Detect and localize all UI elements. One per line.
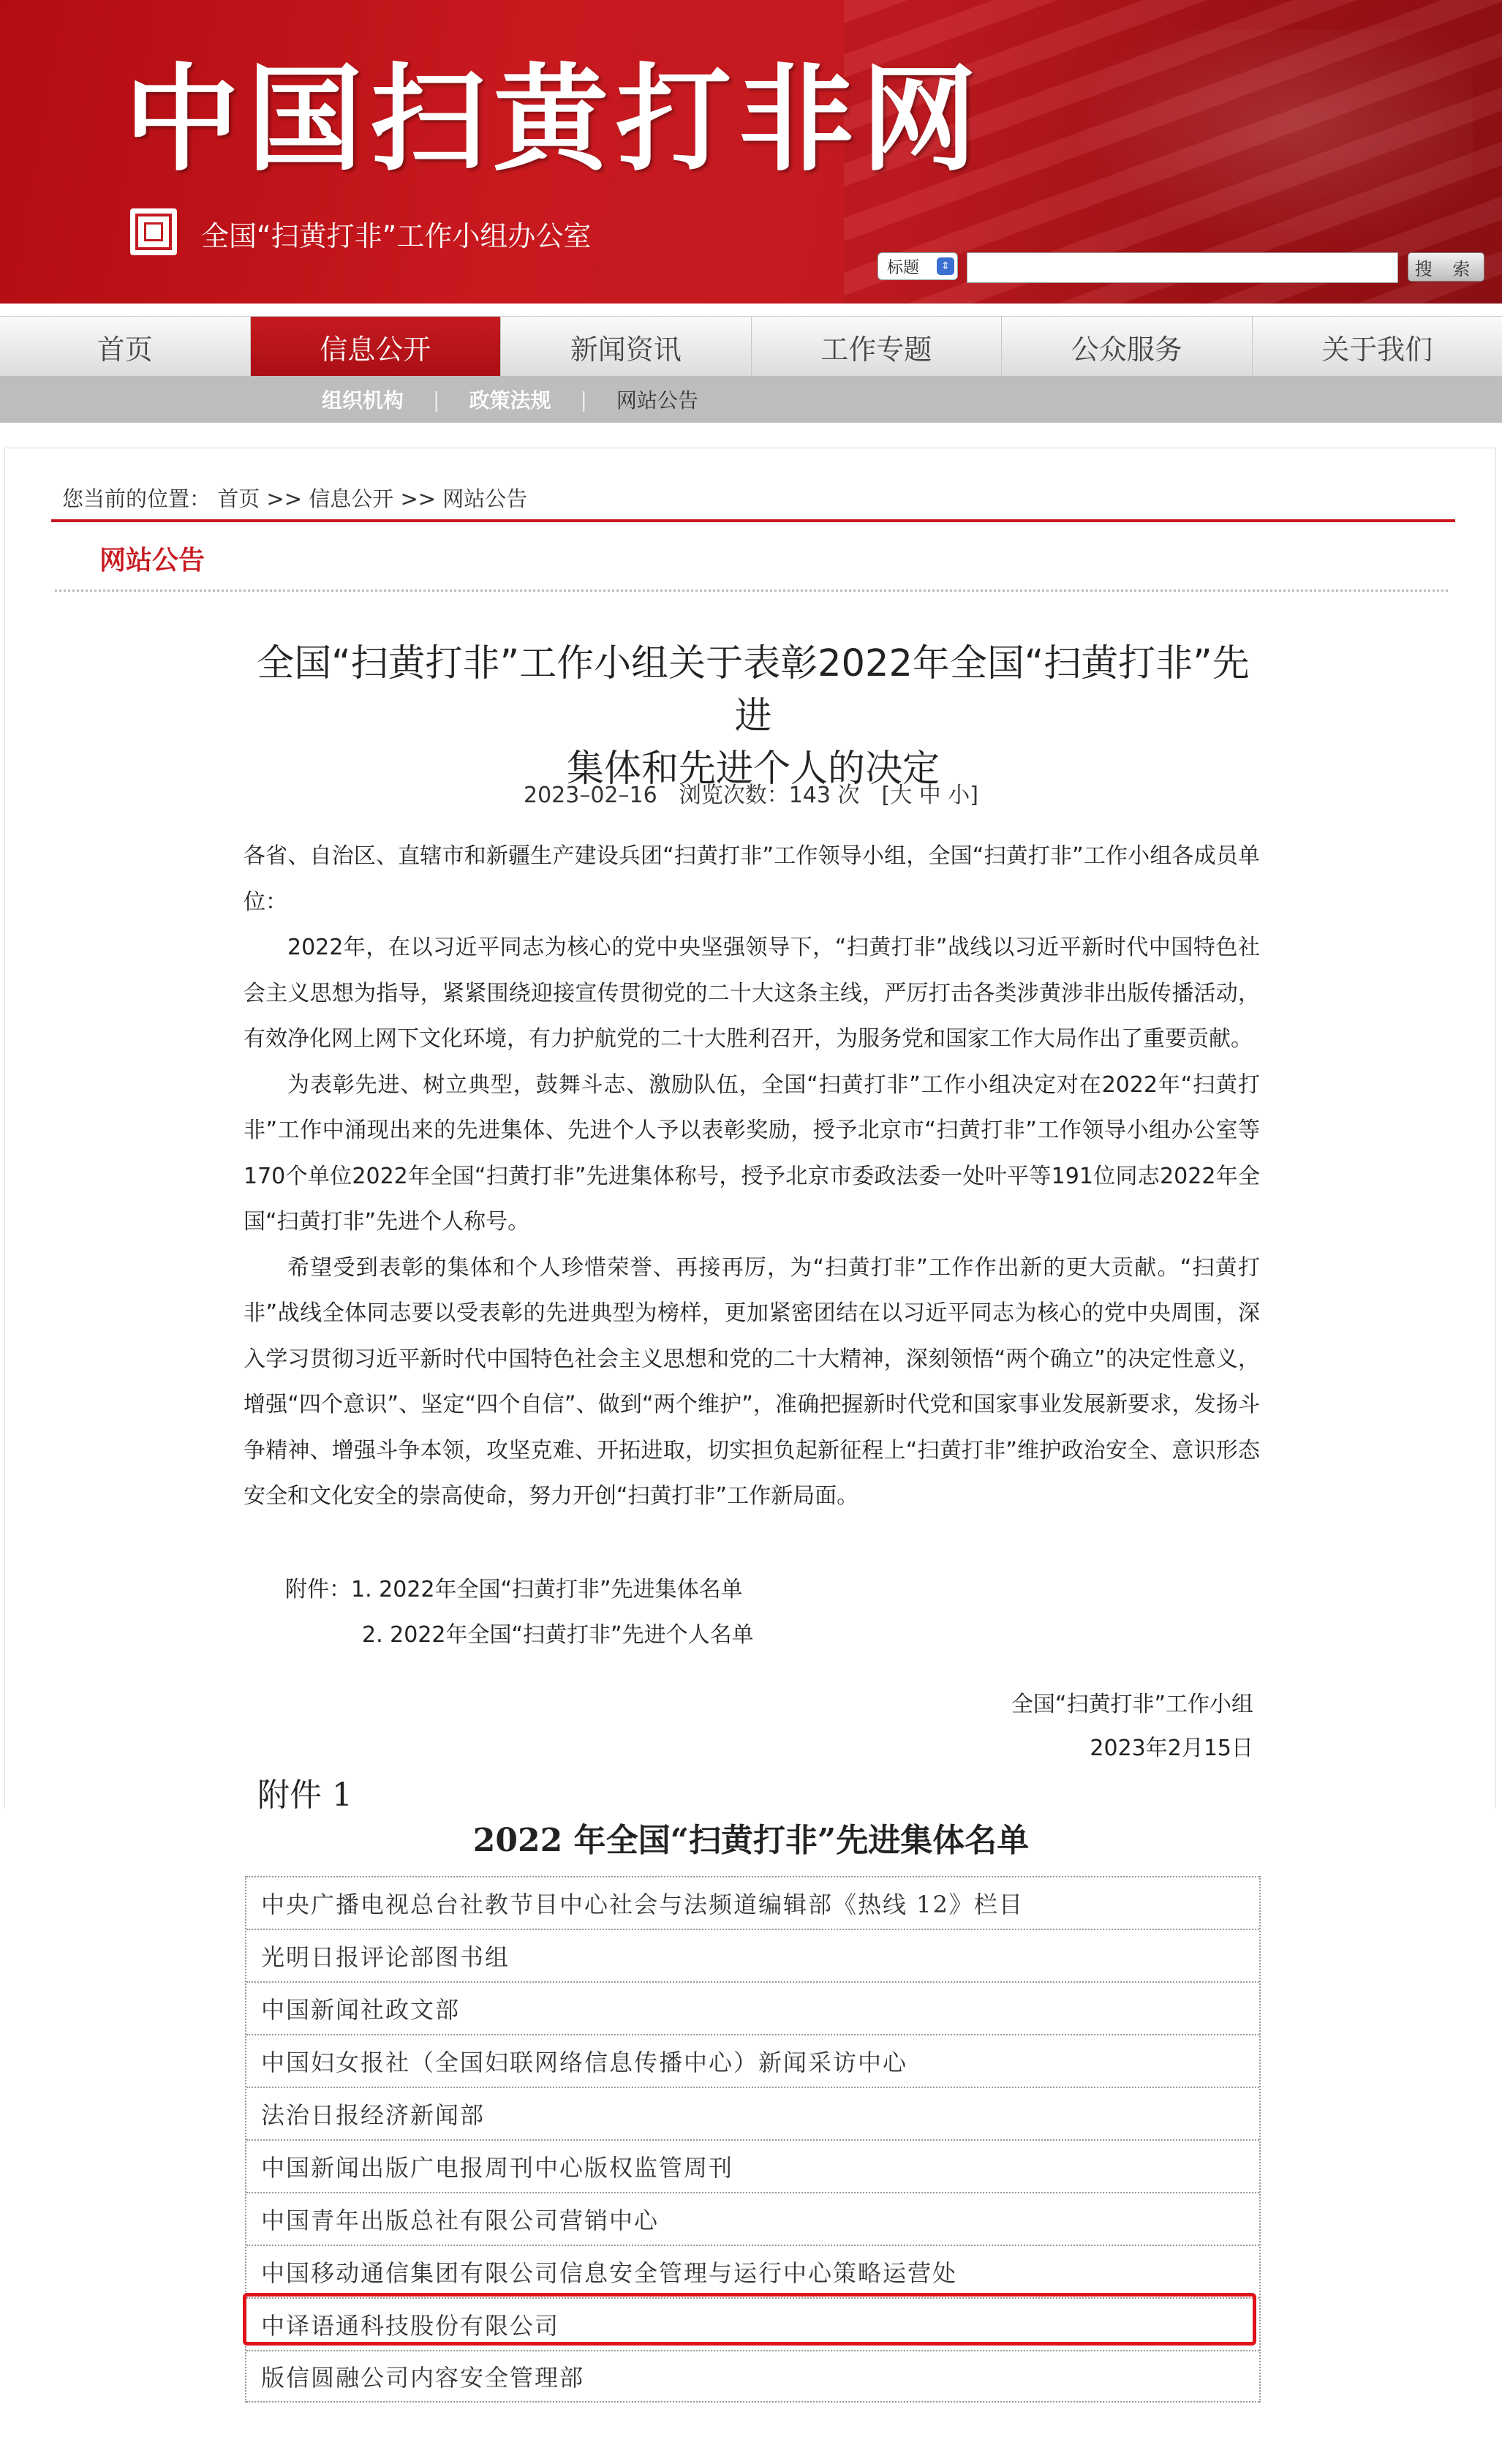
subnav-item-policy[interactable]: 政策法规 bbox=[469, 388, 551, 412]
article-title-line1: 全国“扫黄打非”工作小组关于表彰2022年全国“扫黄打非”先进 bbox=[257, 642, 1250, 738]
nav-item-topics[interactable]: 工作专题 bbox=[752, 317, 1003, 377]
search-type-select[interactable] bbox=[878, 252, 958, 280]
table-row: 中国妇女报社（全国妇联网络信息传播中心）新闻采访中心 bbox=[246, 2034, 1259, 2087]
seal-logo-icon bbox=[130, 208, 177, 255]
table-row: 中央广播电视总台社教节目中心社会与法频道编辑部《热线 12》栏目 bbox=[246, 1876, 1259, 1929]
table-row: 中国移动通信集团有限公司信息安全管理与运行中心策略运营处 bbox=[246, 2245, 1259, 2297]
article-paragraph: 为表彰先进、树立典型，鼓舞斗志、激励队伍，全国“扫黄打非”工作小组决定对在2022年“扫黄打非”工作中涌现出来的先进集体、先进个人予以表彰奖励，授予北京市“扫黄打非”工作领导小组办公室等170个单位2022年全国“扫黄打非”先进集体称号，授予北京市委政法委一处叶平等191位同志2022年全国“扫黄打非”先进个人称号。 bbox=[244, 1071, 1260, 1235]
subnav-item-organization[interactable]: 组织机构 bbox=[322, 388, 404, 412]
appendix-label: 附件 1 bbox=[257, 1777, 352, 1814]
nav-item-info-disclosure[interactable]: 信息公开 bbox=[251, 317, 502, 377]
table-row: 版信圆融公司内容安全管理部 bbox=[246, 2350, 1259, 2403]
nav-item-news[interactable]: 新闻资讯 bbox=[501, 317, 752, 377]
article-meta: 2023–02–16 浏览次数：143 次 [大 中 小] bbox=[524, 783, 978, 808]
attachment-link-2[interactable]: 2. 2022年全国“扫黄打非”先进个人名单 bbox=[362, 1622, 754, 1648]
subnav-separator: | bbox=[580, 387, 587, 412]
main-nav bbox=[0, 316, 1502, 377]
article-body bbox=[244, 834, 1260, 1520]
highlight-box bbox=[243, 2293, 1256, 2346]
search-type-value: 标题 bbox=[887, 258, 920, 277]
attachment-link-1[interactable]: 附件：1. 2022年全国“扫黄打非”先进集体名单 bbox=[285, 1577, 743, 1602]
sub-nav bbox=[0, 376, 1502, 423]
site-banner bbox=[0, 0, 1502, 304]
table-row: 中国新闻出版广电报周刊中心版权监管周刊 bbox=[246, 2139, 1259, 2192]
table-row: 法治日报经济新闻部 bbox=[246, 2087, 1259, 2139]
banner-glow bbox=[1034, 29, 1473, 271]
nav-item-home[interactable]: 首页 bbox=[0, 317, 251, 377]
article-title-line2: 集体和先进个人的决定 bbox=[566, 747, 940, 791]
table-row-highlighted: 中译语通科技股份有限公司 bbox=[246, 2297, 1259, 2350]
site-subtitle: 全国“扫黄打非”工作小组办公室 bbox=[201, 220, 592, 252]
table-row: 光明日报评论部图书组 bbox=[246, 1929, 1259, 1981]
breadcrumb: 您当前的位置： 首页 >> 信息公开 >> 网站公告 bbox=[62, 486, 528, 511]
subnav-item-announcements[interactable]: 网站公告 bbox=[616, 388, 698, 412]
article-title bbox=[241, 638, 1265, 796]
article-paragraph: 2022年，在以习近平同志为核心的党中央坚强领导下，“扫黄打非”战线以习近平新时代中国特色社会主义思想为指导，紧紧围绕迎接宣传贯彻党的二十大这条主线，严厉打击各类涉黄涉非出版传播活动，有效净化网上网下文化环境，有力护航党的二十大胜利召开，为服务党和国家工作大局作出了重要贡献。 bbox=[244, 935, 1260, 1052]
subnav-separator: | bbox=[433, 387, 440, 412]
article-signer: 全国“扫黄打非”工作小组 bbox=[1011, 1692, 1253, 1717]
table-row: 中国新闻社政文部 bbox=[246, 1981, 1259, 2034]
site-title[interactable]: 中国扫黄打非网 bbox=[124, 52, 984, 187]
nav-item-about[interactable]: 关于我们 bbox=[1321, 333, 1433, 366]
table-row: 中国青年出版总社有限公司营销中心 bbox=[246, 2192, 1259, 2245]
search-button[interactable]: 搜 索 bbox=[1408, 252, 1484, 282]
article-date: 2023年2月15日 bbox=[1090, 1736, 1253, 1761]
section-title: 网站公告 bbox=[99, 546, 205, 576]
nav-item-public-service[interactable]: 公众服务 bbox=[1002, 317, 1253, 377]
article-paragraph: 希望受到表彰的集体和个人珍惜荣誉、再接再厉，为“扫黄打非”工作作出新的更大贡献。“扫黄打非”战线全体同志要以受表彰的先进典型为榜样，更加紧密团结在以习近平同志为核心的党中央周围，深入学习贯彻习近平新时代中国特色社会主义思想和党的二十大精神，深刻领悟“两个确立”的决定性意义，增强“四个意识”、坚定“四个自信”、做到“两个维护”，准确把握新时代党和国家事业发展新要求，发扬斗争精神、增强斗争本领，攻坚克难、开拓进取，切实担负起新征程上“扫黄打非”维护政治安全、意识形态安全和文化安全的崇高使命，努力开创“扫黄打非”工作新局面。 bbox=[244, 1254, 1260, 1509]
dotted-divider bbox=[55, 589, 1448, 592]
article-salutation: 各省、自治区、直辖市和新疆生产建设兵团“扫黄打非”工作领导小组，全国“扫黄打非”工作小组各成员单位： bbox=[244, 843, 1260, 915]
search-input[interactable] bbox=[967, 252, 1398, 283]
section-divider bbox=[51, 519, 1455, 522]
select-arrows-icon: ⇕ bbox=[937, 257, 954, 275]
appendix-title: 2022 年全国“扫黄打非”先进集体名单 bbox=[472, 1822, 1030, 1859]
